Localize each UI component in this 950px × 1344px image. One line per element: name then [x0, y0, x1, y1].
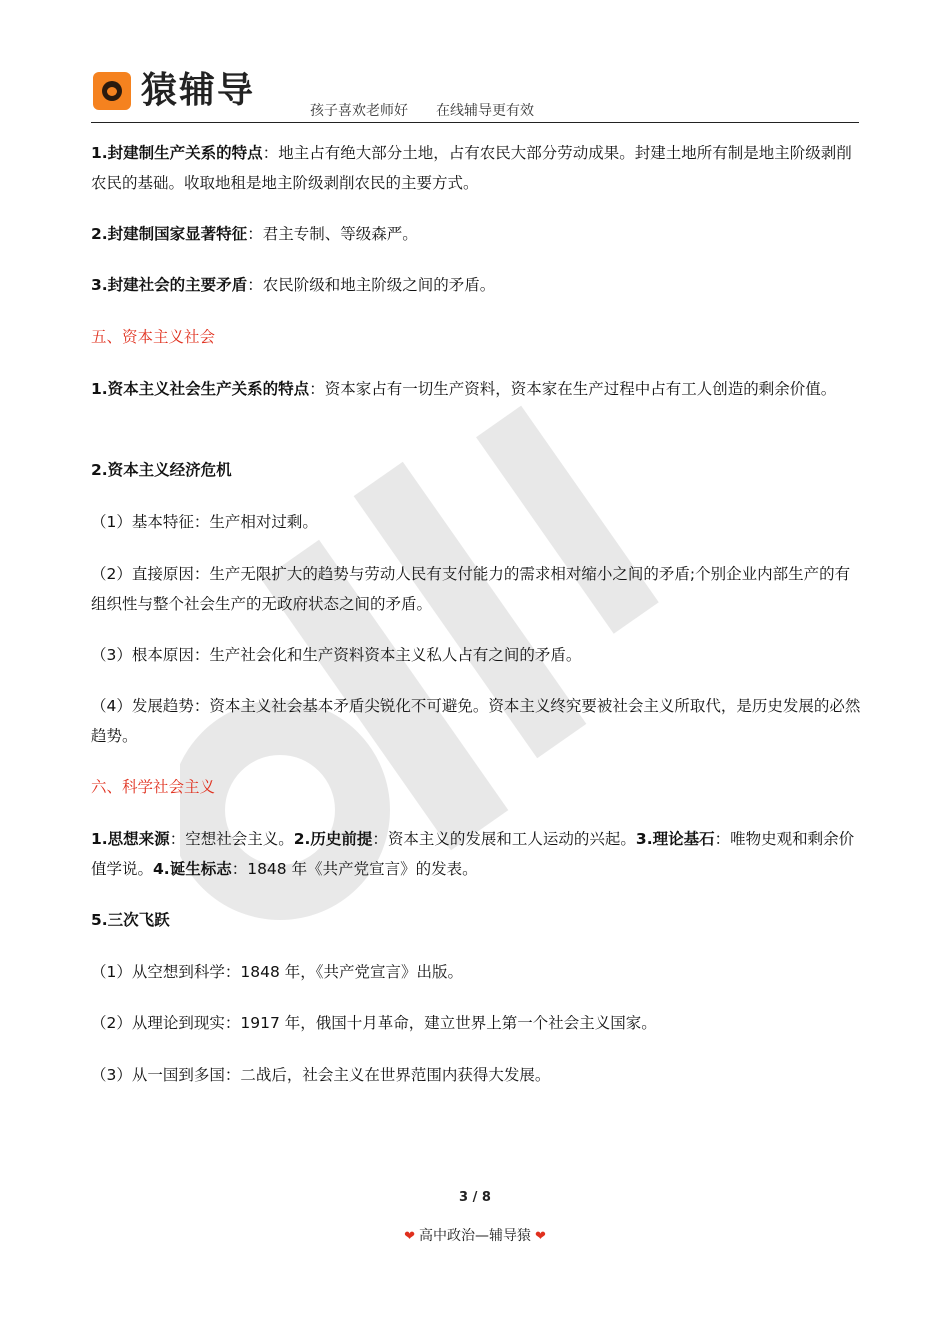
logo-icon: [93, 72, 131, 110]
page-number: 3 / 8: [459, 1190, 491, 1205]
logo-text: 猿辅导: [141, 70, 256, 111]
subheading-economic-crisis: 2.资本主义经济危机: [91, 461, 232, 479]
paragraph-crisis-root-cause: （3）根本原因：生产社会化和生产资料资本主义私人占有之间的矛盾。: [91, 646, 582, 664]
paragraph-leap-two: （2）从理论到现实：1917 年，俄国十月革命，建立世界上第一个社会主义国家。: [91, 1014, 657, 1032]
paragraph-capitalist-relations: 1.资本主义社会生产关系的特点：资本家占有一切生产资料，资本家在生产过程中占有工人创造的剩余价值。: [91, 380, 837, 398]
paragraph-crisis-direct-cause: （2）直接原因：生产无限扩大的趋势与劳动人民有支付能力的需求相对缩小之间的矛盾;个别企业内部生产的有组织性与整个社会生产的无政府状态之间的矛盾。: [91, 565, 851, 613]
paragraph-feudal-state: 2.封建制国家显著特征：君主专制、等级森严。: [91, 225, 418, 243]
heart-icon: ❤: [404, 1229, 415, 1244]
paragraph-crisis-feature: （1）基本特征：生产相对过剩。: [91, 513, 318, 531]
slogan-left: 孩子喜欢老师好: [310, 103, 408, 119]
page-header: [91, 66, 859, 126]
paragraph-feudal-contradiction: 3.封建社会的主要矛盾：农民阶级和地主阶级之间的矛盾。: [91, 276, 496, 294]
section-heading-capitalism: 五、资本主义社会: [91, 328, 216, 346]
paragraph-crisis-trend: （4）发展趋势：资本主义社会基本矛盾尖锐化不可避免。资本主义终究要被社会主义所取代，是历史发展的必然趋势。: [91, 697, 861, 745]
paragraph-leap-one: （1）从空想到科学：1848 年，《共产党宣言》出版。: [91, 963, 463, 981]
paragraph-leap-three: （3）从一国到多国：二战后，社会主义在世界范围内获得大发展。: [91, 1066, 551, 1084]
subheading-three-leaps: 5.三次飞跃: [91, 911, 170, 929]
header-slogan: [310, 100, 534, 120]
slogan-right: 在线辅导更有效: [436, 103, 534, 119]
paragraph-feudal-relations: 1.封建制生产关系的特点：地主占有绝大部分土地，占有农民大部分劳动成果。封建土地所有制是地主阶级剥削农民的基础。收取地租是地主阶级剥削农民的主要方式。: [91, 144, 852, 192]
paragraph-socialism-origins: 1.思想来源：空想社会主义。2.历史前提：资本主义的发展和工人运动的兴起。3.理论基石：唯物史观和剩余价值学说。4.诞生标志：1848 年《共产党宣言》的发表。: [91, 830, 855, 878]
header-divider: [91, 122, 859, 123]
section-heading-scientific-socialism: 六、科学社会主义: [91, 778, 216, 796]
footer-label: 高中政治—辅导猿: [419, 1228, 531, 1244]
heart-icon: ❤: [535, 1229, 546, 1244]
page-footer: [0, 1225, 950, 1245]
